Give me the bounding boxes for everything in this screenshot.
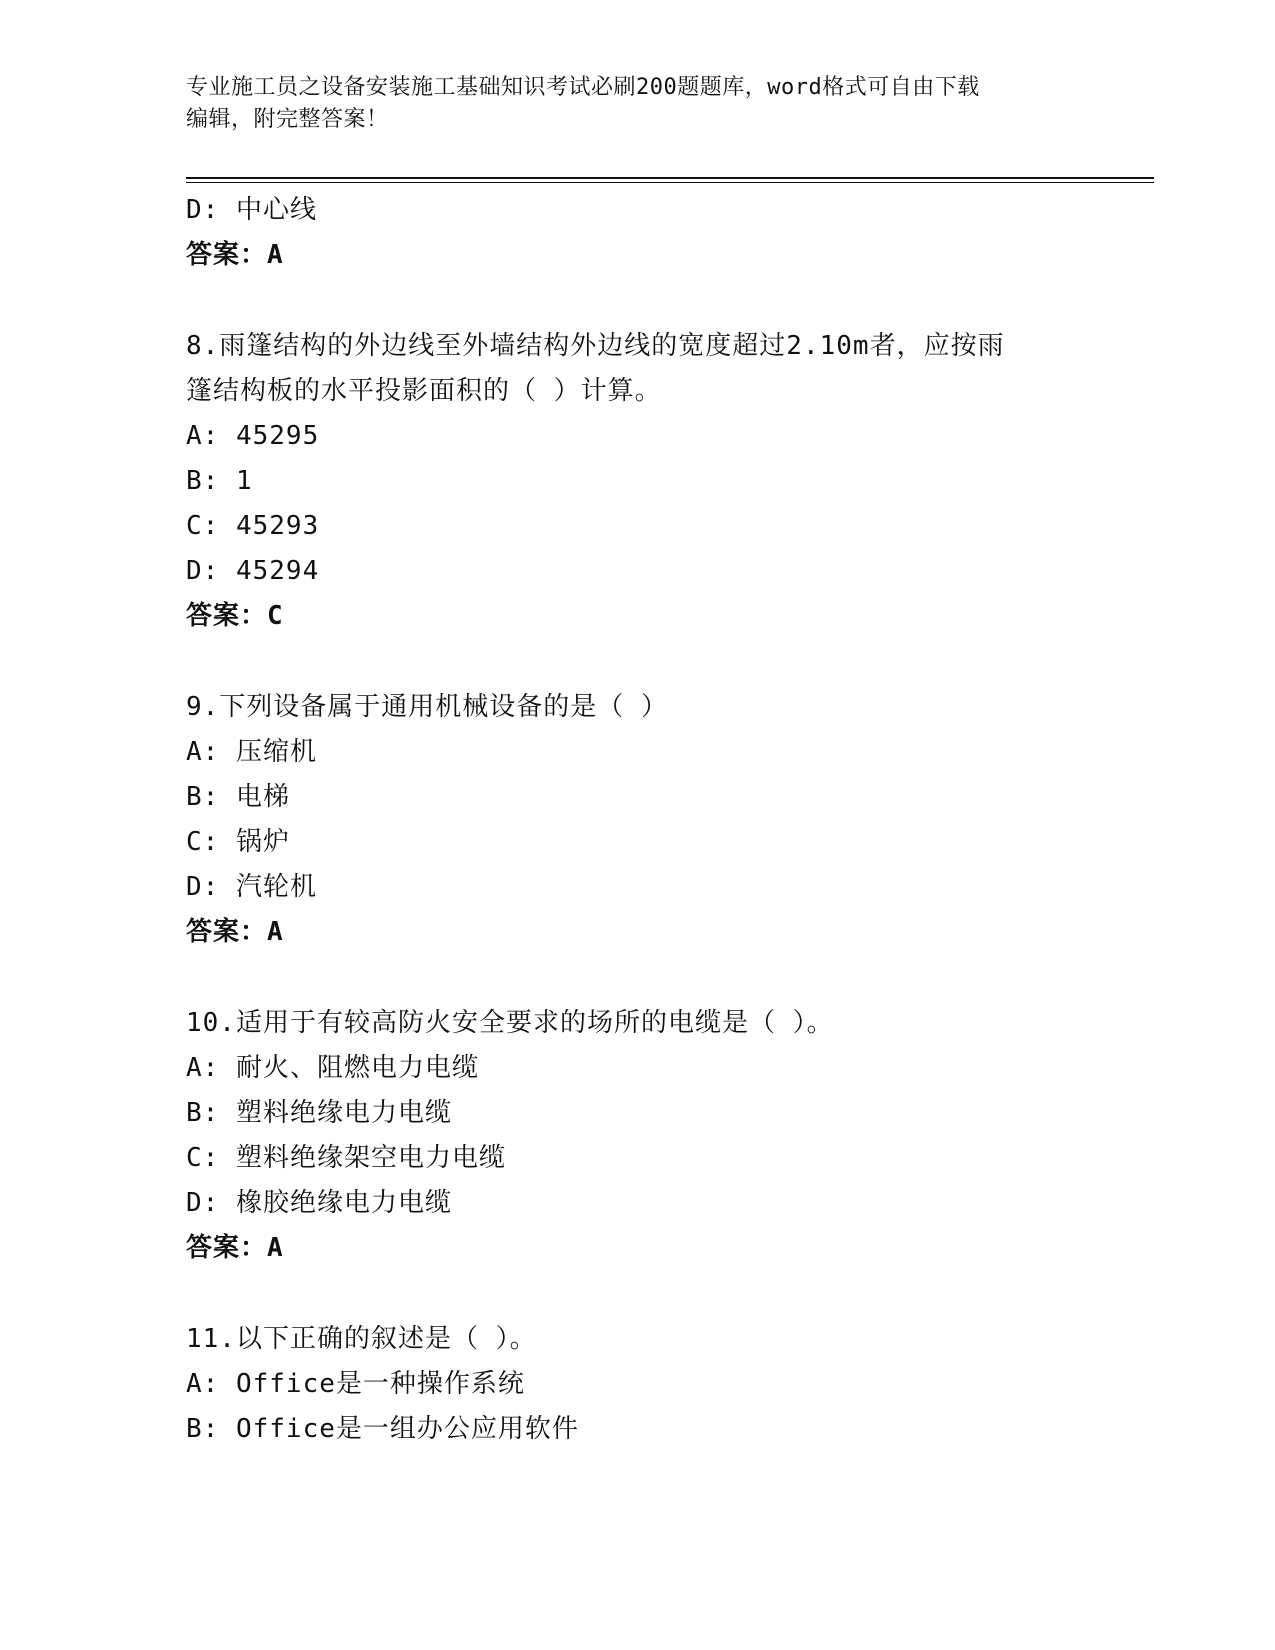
prev-option-d: D: 中心线	[186, 195, 317, 225]
option-b: B: 电梯	[186, 782, 290, 812]
option-c: C: 锅炉	[186, 827, 290, 857]
option-a: A: 耐火、阻燃电力电缆	[186, 1053, 479, 1083]
option-d: D: 汽轮机	[186, 872, 317, 902]
option-d: D: 橡胶绝缘电力电缆	[186, 1188, 452, 1218]
spacer	[186, 955, 1126, 1001]
option-b: B: 1	[186, 466, 253, 496]
question-text: 8.雨篷结构的外边线至外墙结构外边线的宽度超过2.10m者，应按雨	[186, 331, 1005, 361]
option-c: C: 45293	[186, 511, 320, 541]
header-divider-thick	[186, 177, 1154, 179]
option-a: A: 压缩机	[186, 737, 317, 767]
option-a: A: 45295	[186, 421, 320, 451]
answer: 答案：C	[186, 601, 284, 631]
header-title-line-2: 编辑，附完整答案！	[186, 107, 389, 132]
question-text-cont: 篷结构板的水平投影面积的（ ）计算。	[186, 376, 662, 406]
question-text: 10.适用于有较高防火安全要求的场所的电缆是（ ）。	[186, 1008, 834, 1038]
header-divider-thin	[186, 182, 1154, 183]
question-9	[186, 685, 1126, 955]
spacer	[186, 639, 1126, 685]
spacer	[186, 1271, 1126, 1317]
header-title-line-1: 专业施工员之设备安装施工基础知识考试必刷200题题库，word格式可自由下载	[186, 75, 980, 100]
question-text: 9.下列设备属于通用机械设备的是（ ）	[186, 692, 668, 722]
option-d: D: 45294	[186, 556, 320, 586]
page-header	[186, 72, 1086, 136]
spacer	[186, 278, 1126, 324]
answer: 答案：A	[186, 917, 284, 947]
option-a: A: Office是一种操作系统	[186, 1369, 525, 1399]
option-b: B: 塑料绝缘电力电缆	[186, 1098, 452, 1128]
option-c: C: 塑料绝缘架空电力电缆	[186, 1143, 506, 1173]
question-8	[186, 324, 1126, 639]
option-b: B: Office是一组办公应用软件	[186, 1414, 579, 1444]
question-content	[186, 188, 1126, 1452]
prev-answer: 答案：A	[186, 240, 284, 270]
question-10	[186, 1001, 1126, 1271]
answer: 答案：A	[186, 1233, 284, 1263]
question-11	[186, 1317, 1126, 1452]
question-text: 11.以下正确的叙述是（ ）。	[186, 1324, 537, 1354]
